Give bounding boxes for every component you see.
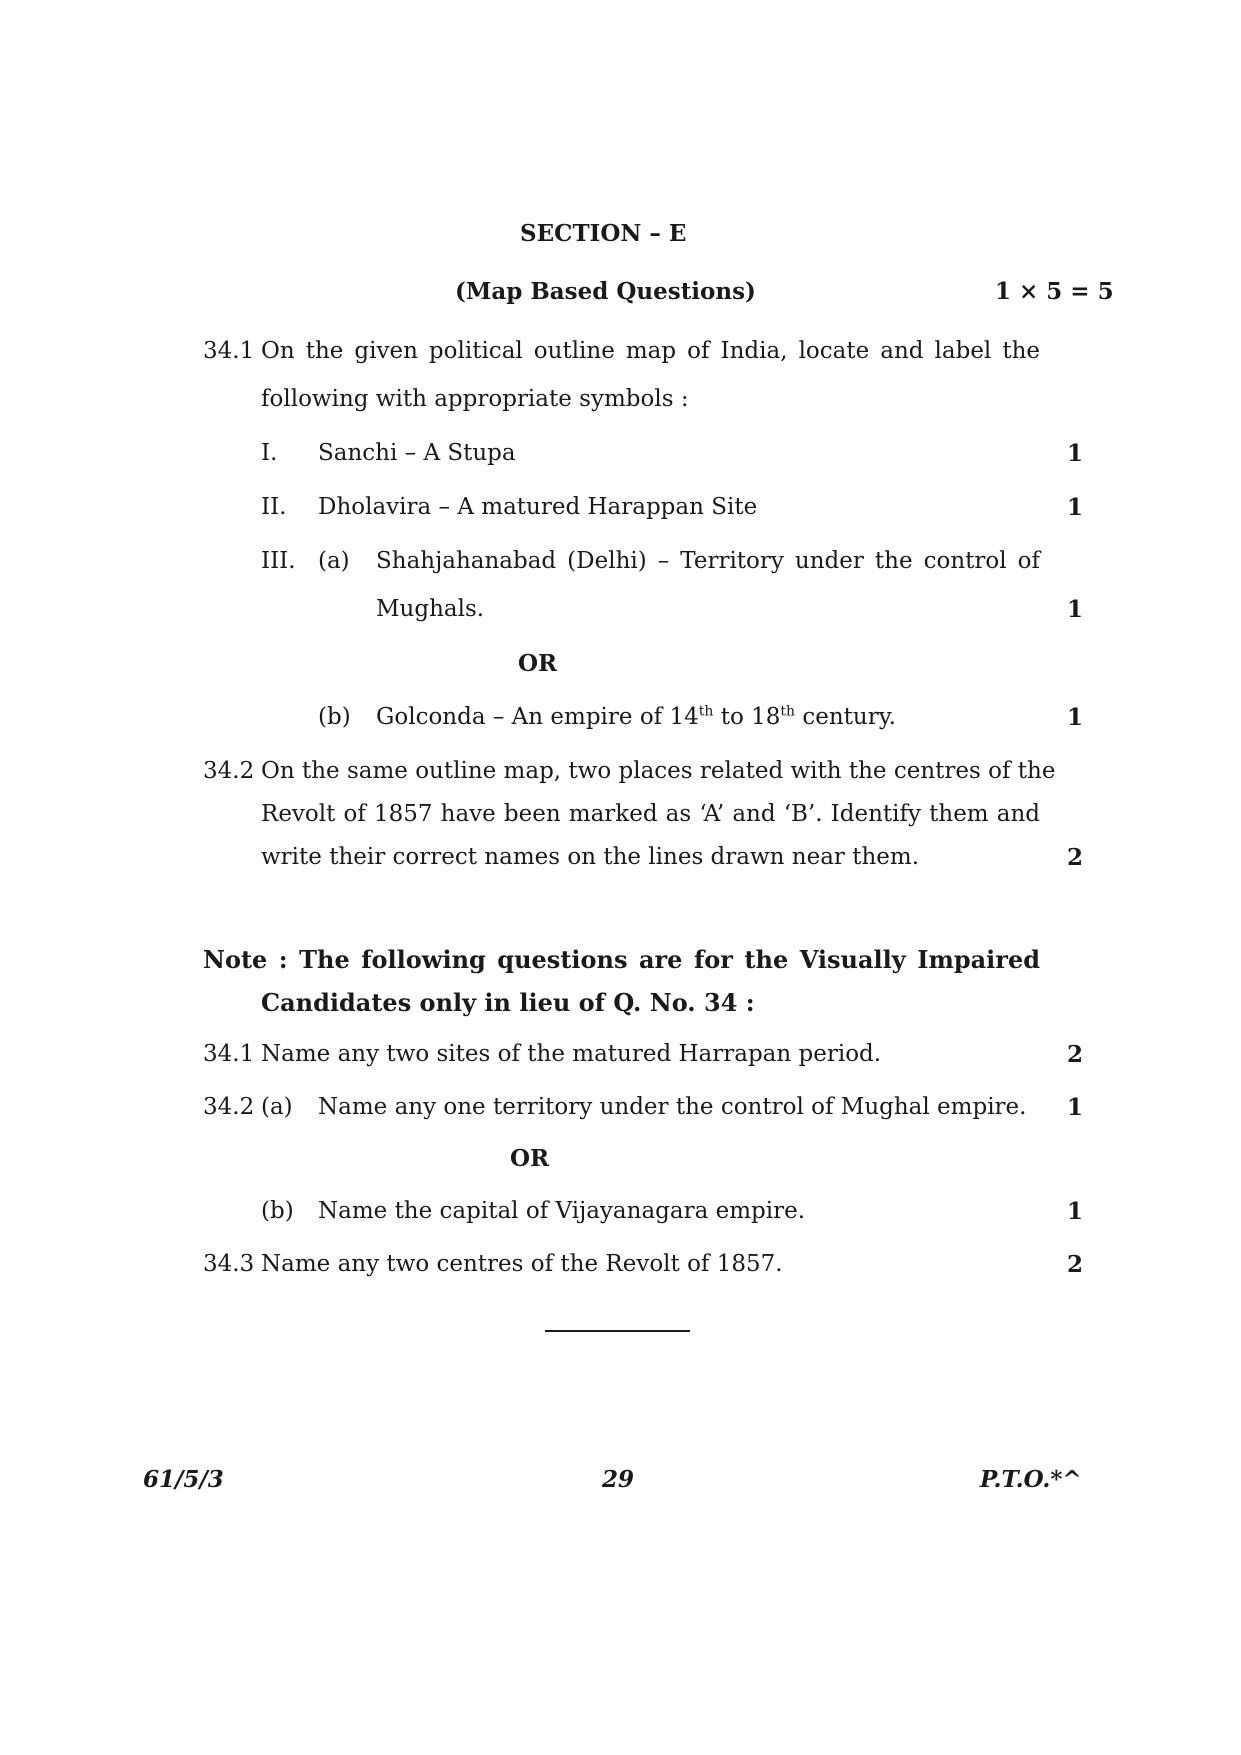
- footer-pto: P.T.O.*^: [980, 1466, 1082, 1493]
- item-text: Dholavira – A matured Harappan Site: [318, 494, 758, 520]
- q34-2-number: 34.2: [203, 758, 255, 784]
- vi-q2b-text: Name the capital of Vijayanagara empire.: [318, 1198, 806, 1224]
- footer-code: 61/5/3: [143, 1466, 224, 1493]
- vi-q2a-mark: 1: [1066, 1094, 1083, 1121]
- item-sub-label: (a): [318, 548, 350, 574]
- section-marks: 1 × 5 = 5: [995, 278, 1114, 305]
- item-sub-label: (b): [318, 704, 351, 730]
- item-3a-text-line2: Mughals.: [376, 596, 485, 622]
- item-label: III.: [261, 548, 296, 574]
- item-mark: 1: [1066, 704, 1083, 731]
- vi-q1-number: 34.1: [203, 1041, 255, 1067]
- item-text: Sanchi – A Stupa: [318, 440, 516, 466]
- vi-q2b-mark: 1: [1066, 1198, 1083, 1225]
- item-mark: 1: [1066, 596, 1083, 623]
- vi-q3-mark: 2: [1066, 1251, 1083, 1278]
- vi-q2a-text: Name any one territory under the control of Mughal empire.: [318, 1094, 1027, 1120]
- q34-2-line2: Revolt of 1857 have been marked as ‘A’ and ‘B’. Identify them and: [261, 801, 1040, 827]
- vi-q3-text: Name any two centres of the Revolt of 1857.: [261, 1251, 783, 1277]
- note-line1: Note : The following questions are for the Visually Impaired: [203, 945, 1040, 974]
- vi-q1-text: Name any two sites of the matured Harrapan period.: [261, 1041, 882, 1067]
- section-subtitle: (Map Based Questions): [455, 278, 756, 305]
- footer-page-number: 29: [602, 1466, 635, 1493]
- vi-q2-number: 34.2: [203, 1094, 255, 1120]
- q34-2-mark: 2: [1066, 844, 1083, 871]
- q34-1-text-line1: On the given political outline map of India, locate and label the: [261, 338, 1040, 364]
- item-3b-text: Golconda – An empire of 14th to 18th century.: [376, 703, 896, 730]
- q34-1-number: 34.1: [203, 338, 255, 364]
- note-line2: Candidates only in lieu of Q. No. 34 :: [261, 988, 755, 1017]
- q34-2-line1: On the same outline map, two places related with the centres of the: [261, 758, 1056, 784]
- item-3a-text-line1: Shahjahanabad (Delhi) – Territory under the control of: [376, 548, 1040, 574]
- q34-2-line3: write their correct names on the lines drawn near them.: [261, 844, 920, 870]
- item-label: I.: [261, 440, 278, 466]
- section-title: SECTION – E: [520, 220, 687, 247]
- q34-1-text-line2: following with appropriate symbols :: [261, 386, 689, 412]
- end-rule: [545, 1330, 690, 1332]
- item-mark: 1: [1066, 440, 1083, 467]
- or-divider: OR: [518, 650, 558, 677]
- item-label: II.: [261, 494, 287, 520]
- vi-q3-number: 34.3: [203, 1251, 255, 1277]
- vi-q2a-label: (a): [261, 1094, 293, 1120]
- item-mark: 1: [1066, 494, 1083, 521]
- vi-q1-mark: 2: [1066, 1041, 1083, 1068]
- vi-or-divider: OR: [510, 1145, 550, 1172]
- vi-q2b-label: (b): [261, 1198, 294, 1224]
